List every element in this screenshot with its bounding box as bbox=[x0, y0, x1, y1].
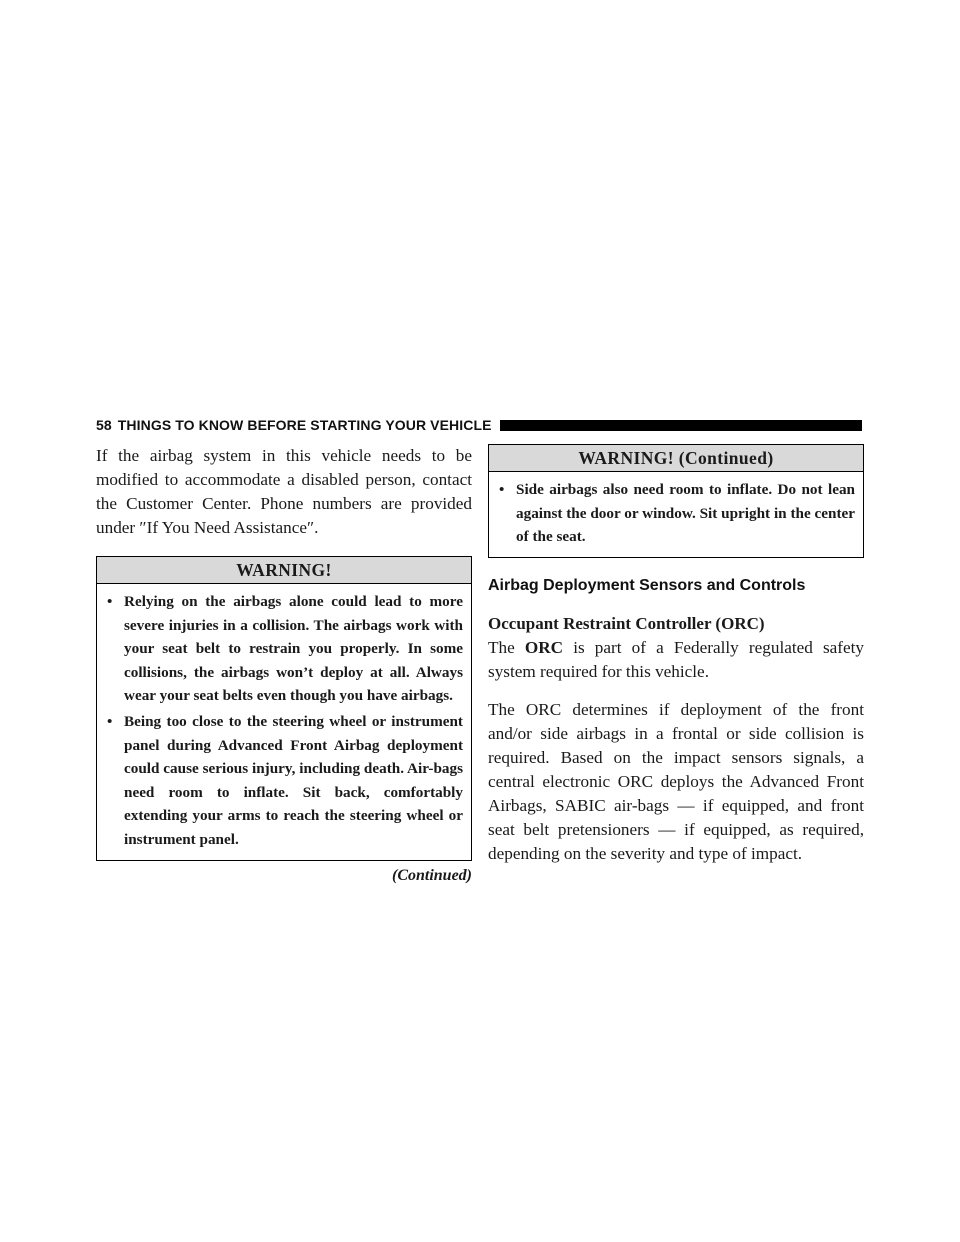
page-header bbox=[96, 417, 862, 433]
orc-paragraph bbox=[488, 636, 864, 684]
section-heading: Airbag Deployment Sensors and Controls bbox=[488, 576, 806, 594]
warning-continued-title: WARNING! (Continued) bbox=[489, 445, 863, 472]
bullet-icon: • bbox=[107, 712, 113, 730]
intro-paragraph: If the airbag system in this vehicle needs to be modified to accommodate a disabled person, contact the Customer Center. Phone numbers are provided under ″If You Need Assistance″. bbox=[96, 446, 472, 537]
orc-acronym: ORC bbox=[524, 637, 564, 657]
page-number: 58 bbox=[96, 417, 112, 433]
header-rule bbox=[500, 420, 862, 431]
warning-item bbox=[105, 590, 463, 708]
chapter-title: THINGS TO KNOW BEFORE STARTING YOUR VEHICLE bbox=[117, 417, 492, 433]
right-column bbox=[488, 444, 864, 880]
warning-item-text: Side airbags also need room to inflate. Do not lean against the door or window. Sit upright in the center of the seat. bbox=[516, 481, 855, 546]
warning-item-text: Being too close to the steering wheel or instrument panel during Advanced Front Airbag deployment could cause serious injury, including death. Air-bags need room to inflate. Sit back, comfortably extending your arms to reach the steering wheel or instrument panel. bbox=[124, 712, 463, 848]
warning-item-text: Relying on the airbags alone could lead to more severe injuries in a collision. The airbags work with your seat belt to restrain you properly. In some collisions, the airbags won’t deploy at all. Always wear your seat belts even though you have airbags. bbox=[124, 593, 463, 705]
warning-continued-box bbox=[488, 444, 864, 558]
warning-body bbox=[97, 584, 471, 860]
continued-label: (Continued) bbox=[391, 866, 472, 884]
warning-item bbox=[497, 478, 855, 549]
bullet-icon: • bbox=[107, 593, 113, 610]
orc-paragraph-prefix: The bbox=[488, 637, 515, 657]
warning-title: WARNING! bbox=[97, 557, 471, 584]
left-column bbox=[96, 444, 472, 885]
warning-box bbox=[96, 556, 472, 861]
warning-body bbox=[489, 472, 863, 557]
bullet-icon: • bbox=[499, 481, 505, 498]
warning-item bbox=[105, 710, 463, 852]
sub-heading: Occupant Restraint Controller (ORC) bbox=[488, 613, 765, 633]
orc-paragraph-rest: is part of a Federally regulated safety system required for this vehicle. bbox=[488, 637, 865, 681]
orc-deployment-paragraph: The ORC determines if deployment of the front and/or side airbags in a frontal or side collision is required. Based on the impact sensors signals, a central electronic ORC deploys the Advanced Front Airbags, SABIC air-bags — if equipped, and front seat belt pretensioners — if equipped, as required, depending on the severity and type of impact. bbox=[488, 699, 864, 863]
